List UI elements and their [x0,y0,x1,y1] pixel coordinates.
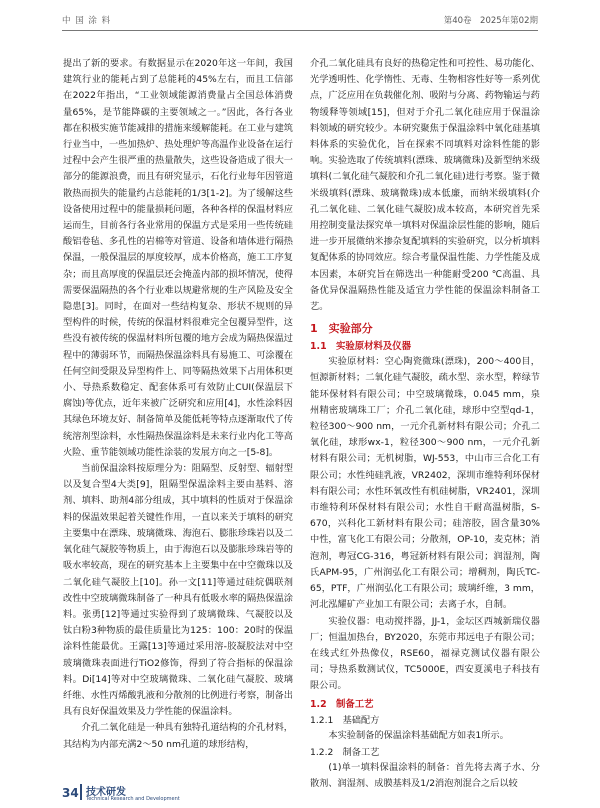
right-column [310,56,540,792]
subsection-heading-materials: 1.1 实验原材料及仪器 [310,341,411,353]
paragraph: 介孔二氧化硅具有良好的热稳定性和可控性、易功能化、光学透明性、化学惰性、无毒、生物相容性好等一系列优点，广泛应用在负载催化剂、吸附与分离、药物输运与药物缓释等领域[15]，但对于介孔二氧化硅应用于保温涂料领域的研究较少。本研究聚焦于保温涂料中氧化硅基填料体系的实验优化，旨在探索不同填料对涂料性能的影响。实验选取了传统填料(漂珠、玻璃微珠)及新型纳米级填料(二氧化硅气凝胶和介孔二氧化硅)进行考察。鉴于微米级填料(漂珠、玻璃微珠)成本低廉，而纳米级填料(介孔二氧化硅、二氧化硅气凝胶)成本较高，本研究首先采用控制变量法探究单一填料对保温涂层性能的影响，随后进一步开展微纳米掺杂复配填料的实验研究，以分析填料复配体系的协同效应。综合考量保温性能、力学性能及成本因素，本研究旨在筛选出一种能耐受200 ℃高温、具备优异保温隔热性能及适宜力学性能的保温涂料制备工艺。 [310,58,540,313]
header-rule [62,30,538,31]
footer-section-title: 技术研发 [86,787,126,798]
footer-section-subtitle: Technical Research and Development [86,796,180,802]
issue-info: 第40卷 2025年第02期 [443,16,538,26]
paragraph: 当前保温涂料按原理分为：阻隔型、反射型、辐射型以及复合型4大类[9]，阻隔型保温涂料主要由基料、溶剂、填料、助剂4部分组成，其中填料的性质对于保温涂料的保温效果起着关键性作用，一直以来关于填料的研究主要集中在漂珠、玻璃微珠、海泡石、膨胀珍珠岩以及二氧化硅气凝胶等物质上，由于海泡石以及膨胀珍珠岩等的吸水率较高，现在的研究基本上主要集中在中空微珠以及二氧化硅气凝胶上[10]。孙一文[11]等通过硅烷偶联剂改性中空玻璃微珠制备了一种具有低吸水率的隔热保温涂料。张勇[12]等通过实验得到了玻璃微珠、气凝胶以及钛白粉3种物质的最佳质量比为125：100：20时的保温涂料性能最优。王露[13]等通过采用溶-胶凝胶法对中空玻璃微珠表面进行TiO2修饰，得到了符合指标的保温涂料。Di[14]等对中空玻璃微珠、二氧化硅气凝胶、玻璃纤维、水性丙烯酸乳液和分散剂的比例进行考察，制备出具有良好保温效果及力学性能的保温涂料。 [63,463,293,718]
paragraph: 实验原材料：空心陶瓷微珠(漂珠)，200～400目，恒源新材料；二氧化硅气凝胶，疏水型、亲水型，粹绿节能环保材料有限公司；中空玻璃微珠，0.045 mm，泉州精密玻璃珠工厂；介孔二氧化硅，球形中空型qd-1，粒径300～900 nm，一元介孔新材料有限公司；介孔二氧化硅，球形wx-1，粒径300～900 nm，一元介孔新材料有限公司；无机树脂，WJ-553，中山市三合化工有限公司；水性纯硅乳液，VR2402，深圳市维特利环保材料有限公司；水性环氧改性有机硅树脂，VR2401，深圳市维特利环保材料有限公司；水性自干耐高温树脂，S-670，兴科化工新材料有限公司；硅溶胶，固含量30%中性，富飞化工有限公司；分散剂，OP-10，麦克林；消泡剂，粤冠CG-316，粤冠新材料有限公司；润湿剂，陶氏APM-95，广州润弘化工有限公司；增稠剂，陶氏TC-65，PTF，广州润弘化工有限公司；玻璃纤维，3 mm，河北泓耀矿产业加工有限公司；去离子水，自制。 [310,356,540,611]
page-header [0,0,600,30]
paragraph: 提出了新的要求。有数据显示在2020年这一年间，我国建筑行业的能耗占到了总能耗的45%左右，而且工信部在2022年指出，“工业领域能源消费量占全国总体消费量65%，是节能降碳的主要领域之一。”因此，各行各业都在积极实施节能减排的措施来缓解能耗。在工业与建筑行业当中，一些加热炉、热处理炉等高温作业设备在运行过程中会产生很严重的热量散失，这些设备造成了很大一部分的能源浪费，而且有研究显示，石化行业每年因管道散热而损失的能量约占总能耗的1/3[1-2]。为了缓解这些设备使用过程中的能量损耗问题，各种各样的保温材料应运而生，目前各行各业常用的保温方式是采用一些传统硅酸铝卷毡、多孔性的岩棉等对管道、设备和墙体进行隔热保温，一般保温层的厚度较厚，成本价格高，施工工序复杂；而且高厚度的保温层还会掩盖内部的损坏情况，使得需要保温隔热的各个行业难以规避常规的生产风险及安全隐患[3]。同时，在面对一些结构复杂、形状不规则的异型构件的时候，传统的保温材料很难完全包覆异型件，这些没有被传统的保温材料所包覆的地方会成为隔热保温过程中的薄弱环节，而隔热保温涂料具有易施工、可涂覆在任何空间受限及异型构件上、同等隔热效果下占用体积更小、导热系数稳定、配套体系可有效防止CUI(保温层下腐蚀)等优点，近年来被广泛研究和应用[4]，水性涂料因其绿色环境友好、制备简单及能低耗等特点逐渐取代了传统溶剂型涂料，水性隔热保温涂料是未来行业内化工等高火险、重节能领域功能性涂装的发展方向之一[5-8]。 [63,58,293,458]
paragraph: 实验仪器：电动搅拌器，JJ-1，金坛区西城新瑞仪器厂；恒温加热台，BY2020，东莞市邦远电子有限公司；在线式红外热像仪，RSE60，福禄克测试仪器有限公司；导热系数测试仪，TC5000E，西安夏溪电子科技有限公司。 [310,615,540,692]
footer-divider [80,784,82,800]
subsection-heading-preparation: 1.2 制备工艺 [310,698,374,710]
subsubsection-heading-formula: 1.2.1 基础配方 [310,714,380,726]
paragraph: 本实验制备的保温涂料基础配方如表1所示。 [328,729,509,741]
paragraph: 介孔二氧化硅是一种具有独特孔道结构的介孔材料，其结构为内部充满2～50 nm孔道的球形结构， [63,722,293,750]
left-column [63,56,293,753]
paragraph: (1)单一填料保温涂料的制备：首先将去离子水、分散剂、润湿剂、成膜基料及1/2消泡剂混合之后以较 [310,761,540,789]
page-number: 34 [62,786,79,800]
journal-name: 中 国 涂 料 [62,16,112,26]
section-heading-experimental: 1 实验部分 [310,322,373,336]
subsubsection-heading-process: 1.2.2 制备工艺 [310,746,380,758]
